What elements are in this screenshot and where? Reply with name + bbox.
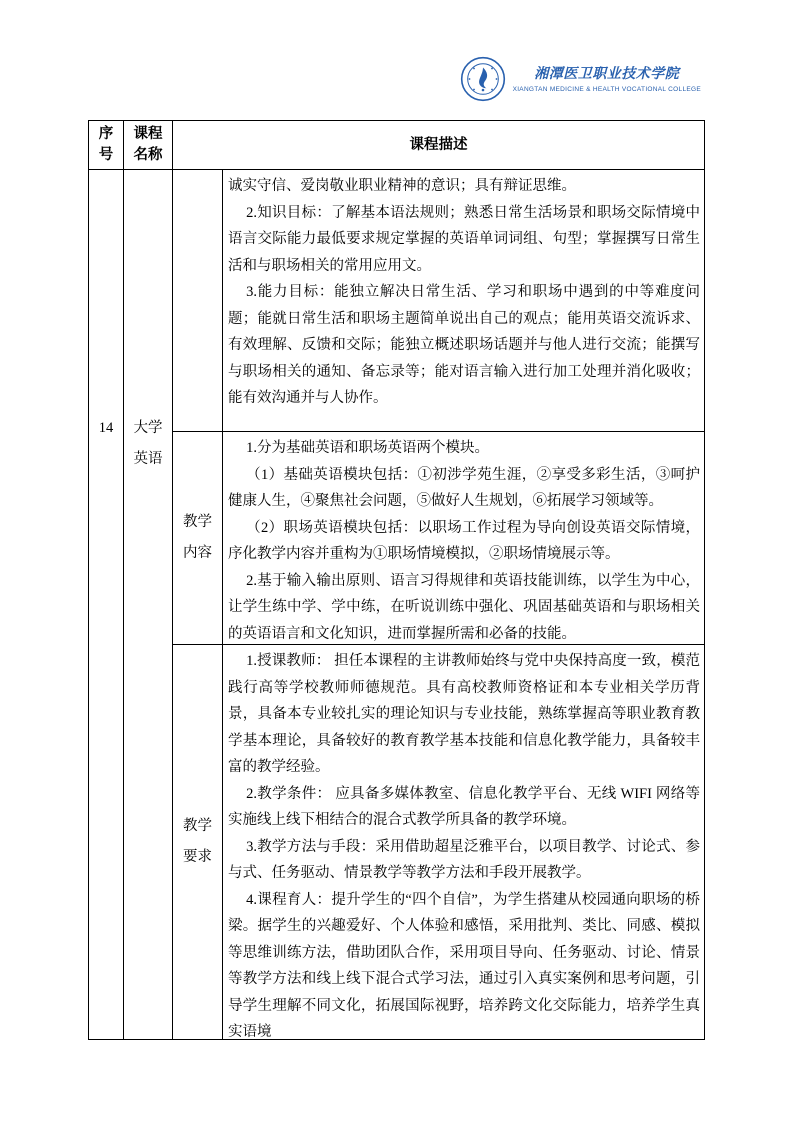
section-objectives-label <box>173 170 223 431</box>
college-logo-text <box>513 65 701 94</box>
college-emblem-icon <box>460 56 506 102</box>
header-cell-description: 课程描述 <box>409 136 468 153</box>
table-header-row <box>89 121 704 170</box>
header-cell-course-name: 课程名称 <box>124 121 173 169</box>
section-teaching-requirements-label: 教学要求 <box>173 645 223 1039</box>
section-teaching-requirements-body <box>223 645 704 1039</box>
paragraph: 2.基于输入输出原则、语言习得规律和英语技能训练，以学生为中心，让学生练中学、学中练，在听说训练中强化、巩固基础英语和与职场相关的英语语言和文化知识，进而掌握所需和必备的技能。 <box>228 572 700 642</box>
paragraph: 2.知识目标：了解基本语法规则；熟悉日常生活场景和职场交际情境中语言交际能力最低要求规定掌握的英语单词词组、句型；掌握撰写日常生活和与职场相关的常用应用文。 <box>228 204 700 274</box>
college-logo <box>460 56 701 102</box>
course-number: 14 <box>89 170 124 1039</box>
paragraph: 诚实守信、爱岗敬业职业精神的意识；具有辩证思维。 <box>228 178 576 194</box>
paragraph: 2.教学条件： 应具备多媒体教室、信息化教学平台、无线 WIFI 网络等实施线上线下相结合的混合式教学所具备的教学环境。 <box>228 785 700 828</box>
section-teaching-requirements <box>173 645 704 1039</box>
paragraph: 3.教学方法与手段：采用借助超星泛雅平台，以项目教学、讨论式、参与式、任务驱动、情景教学等教学方法和手段开展教学。 <box>228 838 700 881</box>
college-name-cn: 湘潭医卫职业技术学院 <box>534 66 680 82</box>
section-teaching-content-body <box>223 432 704 644</box>
paragraph: 1.授课教师： 担任本课程的主讲教师始终与党中央保持高度一致，模范践行高等学校教师师德规范。具有高校教师资格证和本专业相关学历背景，具备本专业较扎实的理论知识与专业技能，熟练掌握高等职业教育教学基本理论，具备较好的教育教学基本技能和信息化教学能力，具备较丰富的教学经验。 <box>228 653 700 775</box>
course-name: 大学英语 <box>124 170 173 1039</box>
paragraph: （2）职场英语模块包括：以职场工作过程为导向创设英语交际情境，序化教学内容并重构为①职场情境模拟，②职场情境展示等。 <box>228 519 700 562</box>
section-objectives-content <box>223 170 704 431</box>
college-name-en: XIANGTAN MEDICINE & HEALTH VOCATIONAL COLLEGE <box>512 85 701 93</box>
course-table <box>88 120 705 1040</box>
paragraph: （1）基础英语模块包括：①初涉学苑生涯，②享受多彩生活，③呵护健康人生，④聚焦社会问题，⑤做好人生规划，⑥拓展学习领域等。 <box>228 466 700 509</box>
paragraph: 4.课程育人：提升学生的“四个自信”，为学生搭建从校园通向职场的桥梁。据学生的兴趣爱好、个人体验和感悟，采用批判、类比、同感、模拟等思维训练方法，借助团队合作，采用项目导向、任务驱动、讨论、情景等教学方法和线上线下混合式学习法，通过引入真实案例和思考问题，引导学生理解不同文化，拓展国际视野，培养跨文化交际能力，培养学生真实语境 <box>228 891 700 1039</box>
section-teaching-content-label: 教学内容 <box>173 432 223 644</box>
section-objectives <box>173 170 704 432</box>
paragraph: 1.分为基础英语和职场英语两个模块。 <box>246 440 489 456</box>
paragraph: 3.能力目标：能独立解决日常生活、学习和职场中遇到的中等难度问题；能就日常生活和职场主题简单说出自己的观点；能用英语交流诉求、有效理解、反馈和交际；能独立概述职场话题并与他人进行交流；能撰写与职场相关的通知、备忘录等；能对语言输入进行加工处理并消化吸收；能有效沟通并与人协作。 <box>228 284 700 406</box>
header-cell-number: 序号 <box>89 121 124 169</box>
course-description-cell <box>173 170 704 1039</box>
section-teaching-content <box>173 432 704 645</box>
table-row-course-14 <box>89 170 704 1039</box>
